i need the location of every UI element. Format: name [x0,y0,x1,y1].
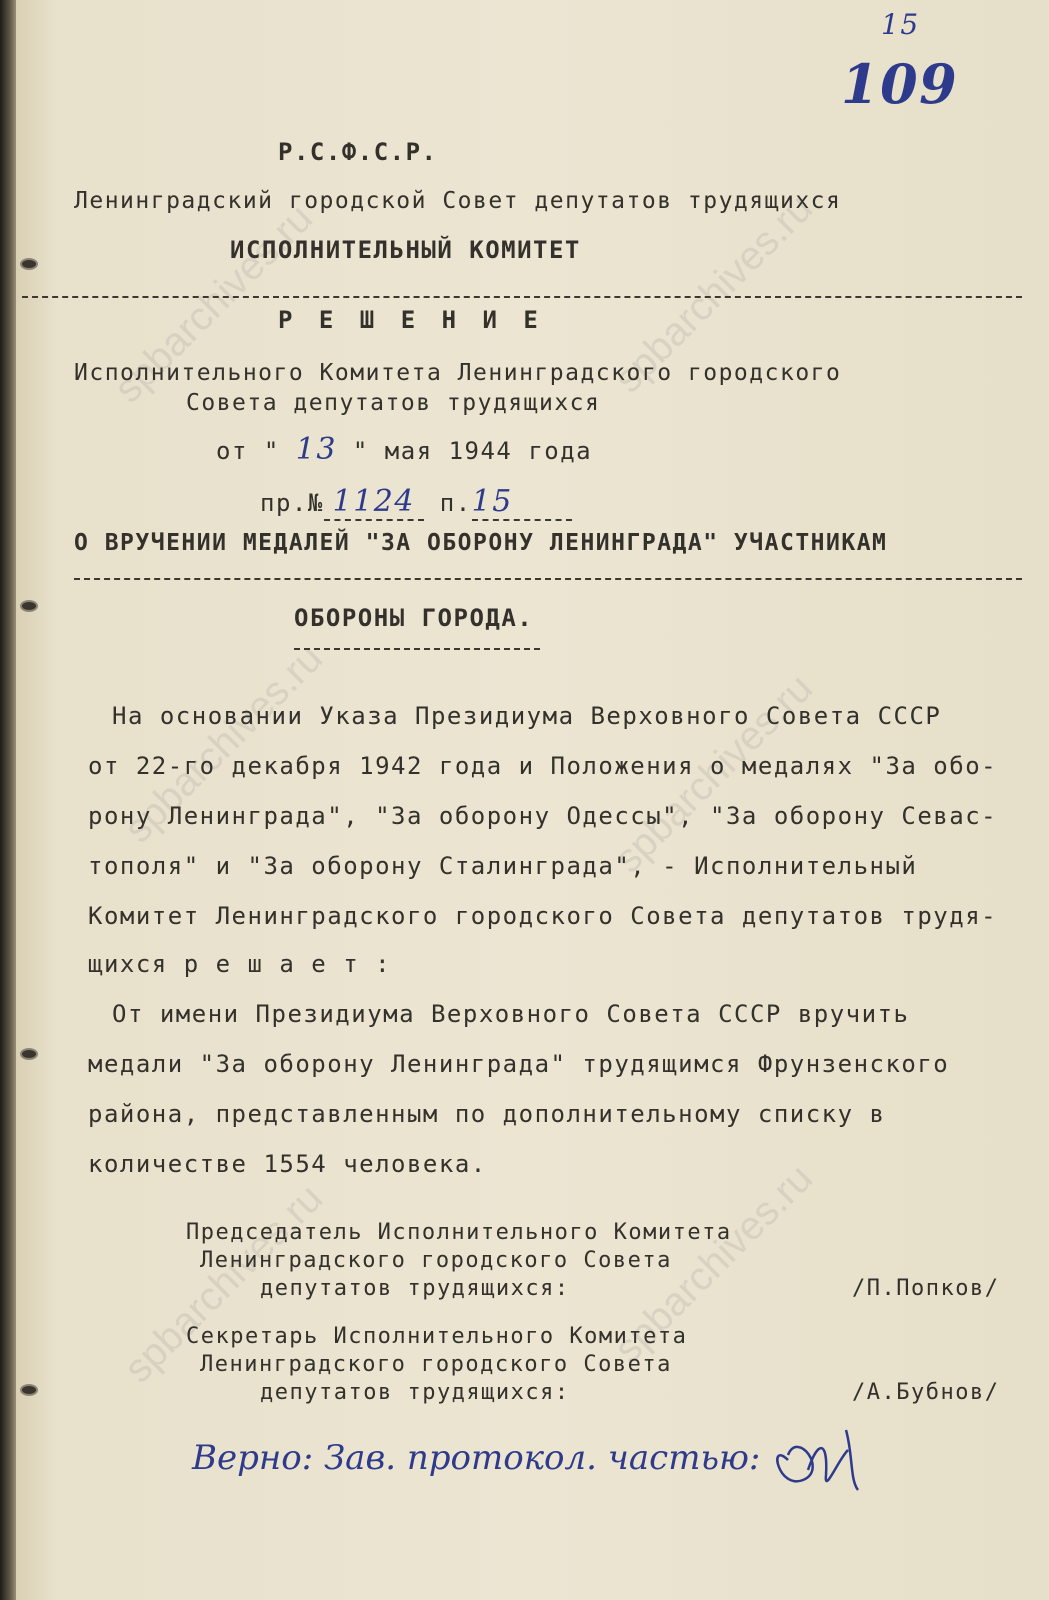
body-line: На основании Указа Президиума Верховного Совета СССР [112,702,942,730]
binder-ring [20,1048,38,1060]
secretary-title: депутатов трудящихся: [260,1380,570,1405]
subject-underline [294,648,540,650]
protocol-item-prefix: п. [439,489,472,517]
date-day: 13 [295,432,337,467]
handwritten-signature [758,1400,878,1510]
body-line: количестве 1554 человека. [88,1150,487,1178]
chairman-name: /П.Попков/ [852,1276,1000,1301]
header-country: Р.С.Ф.С.Р. [278,138,438,166]
chairman-title: депутатов трудящихся: [260,1276,570,1301]
document-page [16,0,1049,1600]
date-prefix: от " [216,437,280,465]
watermark: spbarchives.ru [116,636,332,852]
body-line: рону Ленинграда", "За оборону Одессы", "За оборону Севас- [88,802,998,830]
binding-spine [0,0,16,1600]
watermark: spbarchives.ru [606,666,822,882]
archive-number-top: 15 [881,8,920,41]
secretary-title: Секретарь Исполнительного Комитета [186,1324,688,1349]
decision-title: Р Е Ш Е Н И Е [278,306,544,334]
body-line: щихся р е ш а е т : [88,950,392,978]
certification-note: Верно: Зав. протокол. частью: [192,1438,761,1478]
body-line: От имени Президиума Верховного Совета СССР вручить [112,1000,910,1028]
protocol-number: 1124 [332,484,415,519]
watermark: spbarchives.ru [106,196,322,412]
secretary-name: /А.Бубнов/ [852,1380,1000,1405]
body-line: тополя" и "За оборону Сталинграда", - Исполнительный [88,852,918,880]
decision-line-1: Исполнительного Комитета Ленинградского городского [74,360,842,386]
body-line: медали "За оборону Ленинграда" трудящимся Фрунзенского [88,1050,950,1078]
protocol-prefix: пр.№ [260,489,324,517]
watermark: spbarchives.ru [606,186,822,402]
chairman-title: Председатель Исполнительного Комитета [186,1220,732,1245]
watermark: spbarchives.ru [606,1156,822,1372]
binder-ring [20,600,38,612]
separator-rule [22,296,1022,298]
subject-line-2: ОБОРОНЫ ГОРОДА. [294,604,534,632]
binder-ring [20,1384,38,1396]
archive-number-main: 109 [841,52,959,116]
header-council: Ленинградский городской Совет депутатов трудящихся [74,188,842,214]
watermark: spbarchives.ru [116,1176,332,1392]
protocol-item: 15 [471,484,513,519]
body-line: района, представленным по дополнительному списку в [88,1100,886,1128]
body-line: от 22-го декабря 1942 года и Положения о медалях "За обо- [88,752,998,780]
header-committee: ИСПОЛНИТЕЛЬНЫЙ КОМИТЕТ [230,236,581,264]
chairman-title: Ленинградского городского Совета [200,1248,672,1273]
date-suffix: " мая 1944 года [352,437,593,465]
decision-line-2: Совета депутатов трудящихся [186,390,601,416]
subject-rule [74,578,1022,580]
subject-line-1: О ВРУЧЕНИИ МЕДАЛЕЙ "ЗА ОБОРОНУ ЛЕНИНГРАДА" УЧАСТНИКАМ [74,530,888,556]
secretary-title: Ленинградского городского Совета [200,1352,672,1377]
decision-protocol [260,484,572,521]
body-line: Комитет Ленинградского городского Совета депутатов трудя- [88,902,998,930]
binder-ring [20,258,38,270]
decision-date [216,432,592,467]
